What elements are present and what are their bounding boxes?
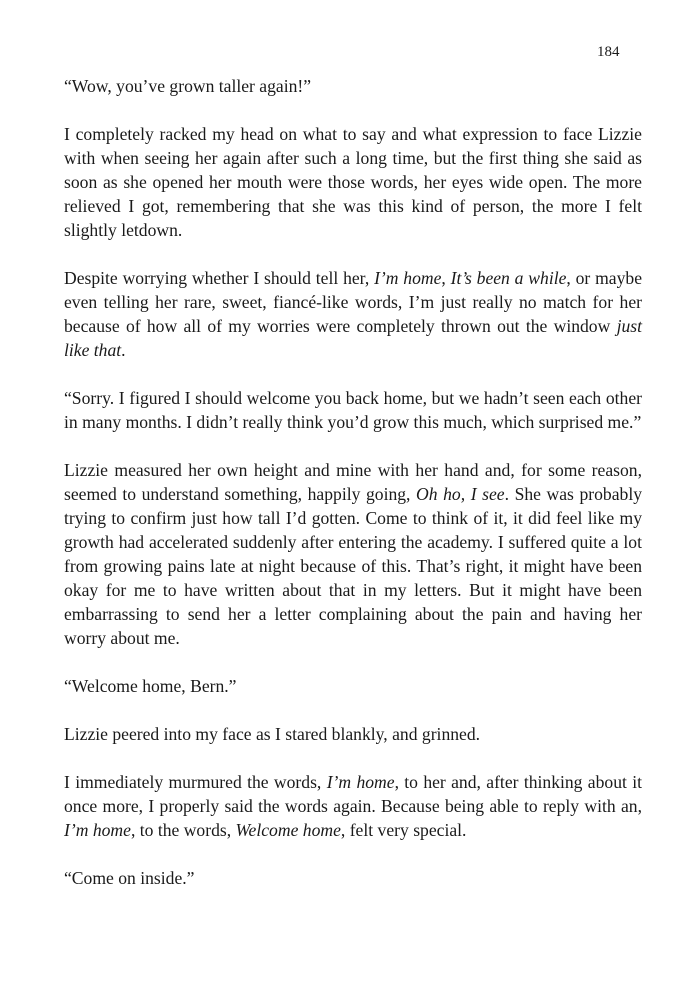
- text: , felt very special.: [340, 820, 467, 840]
- paragraph: [64, 866, 642, 890]
- text: “Come on inside.”: [64, 868, 195, 888]
- text: . She was probably trying to confirm just how tall I’d gotten. Come to think of it, it did feel like my growth had accelerated suddenly after entering the academy. I suffered quite a lot from growing pains late at night because of this. That’s right, it might have been okay for me to have written about that in my letters. But it might have been embarrassing to send her a letter complaining about the pain and having her worry about me.: [64, 484, 643, 648]
- page-body: [64, 74, 642, 914]
- text: “Wow, you’ve grown taller again!”: [64, 76, 312, 96]
- italic-text: I’m home: [374, 268, 442, 288]
- paragraph: [64, 770, 642, 842]
- text: “Welcome home, Bern.”: [64, 676, 237, 696]
- text: ,: [441, 268, 451, 288]
- italic-text: just like that: [64, 316, 642, 360]
- paragraph: [64, 674, 642, 698]
- italic-text: I’m home: [64, 820, 131, 840]
- italic-text: I’m home: [326, 772, 395, 792]
- page-number: 184: [597, 44, 620, 60]
- text: , to her and, after thinking about it once more, I properly said the words again. Because being able to reply with an,: [64, 772, 643, 816]
- italic-text: It’s been a while: [450, 268, 567, 288]
- paragraph: [64, 122, 642, 242]
- paragraph: [64, 386, 642, 434]
- text: , or maybe even telling her rare, sweet, fiancé-like words, I’m just really no match for her because of how all of my worries were completely thrown out the window: [64, 268, 643, 336]
- italic-text: Welcome home: [235, 820, 341, 840]
- paragraph: [64, 266, 642, 362]
- paragraph: [64, 74, 642, 98]
- text: I immediately murmured the words,: [64, 772, 327, 792]
- text: Lizzie measured her own height and mine with her hand and, for some reason, seemed to understand something, happily going,: [64, 460, 642, 504]
- text: Lizzie peered into my face as I stared blankly, and grinned.: [64, 724, 481, 744]
- text: , to the words,: [130, 820, 236, 840]
- text: “Sorry. I figured I should welcome you back home, but we hadn’t seen each other in many months. I didn’t really think you’d grow this much, which surprised me.”: [64, 388, 642, 432]
- italic-text: Oh ho, I see: [416, 484, 505, 504]
- paragraph: [64, 722, 642, 746]
- text: Despite worrying whether I should tell her,: [64, 268, 375, 288]
- text: I completely racked my head on what to say and what expression to face Lizzie with when seeing her again after such a long time, but the first thing she said as soon as she opened her mouth were those words, her eyes wide open. The more relieved I got, remembering that she was this kind of person, the more I felt slightly letdown.: [64, 124, 642, 240]
- paragraph: [64, 458, 642, 650]
- text: .: [121, 340, 126, 360]
